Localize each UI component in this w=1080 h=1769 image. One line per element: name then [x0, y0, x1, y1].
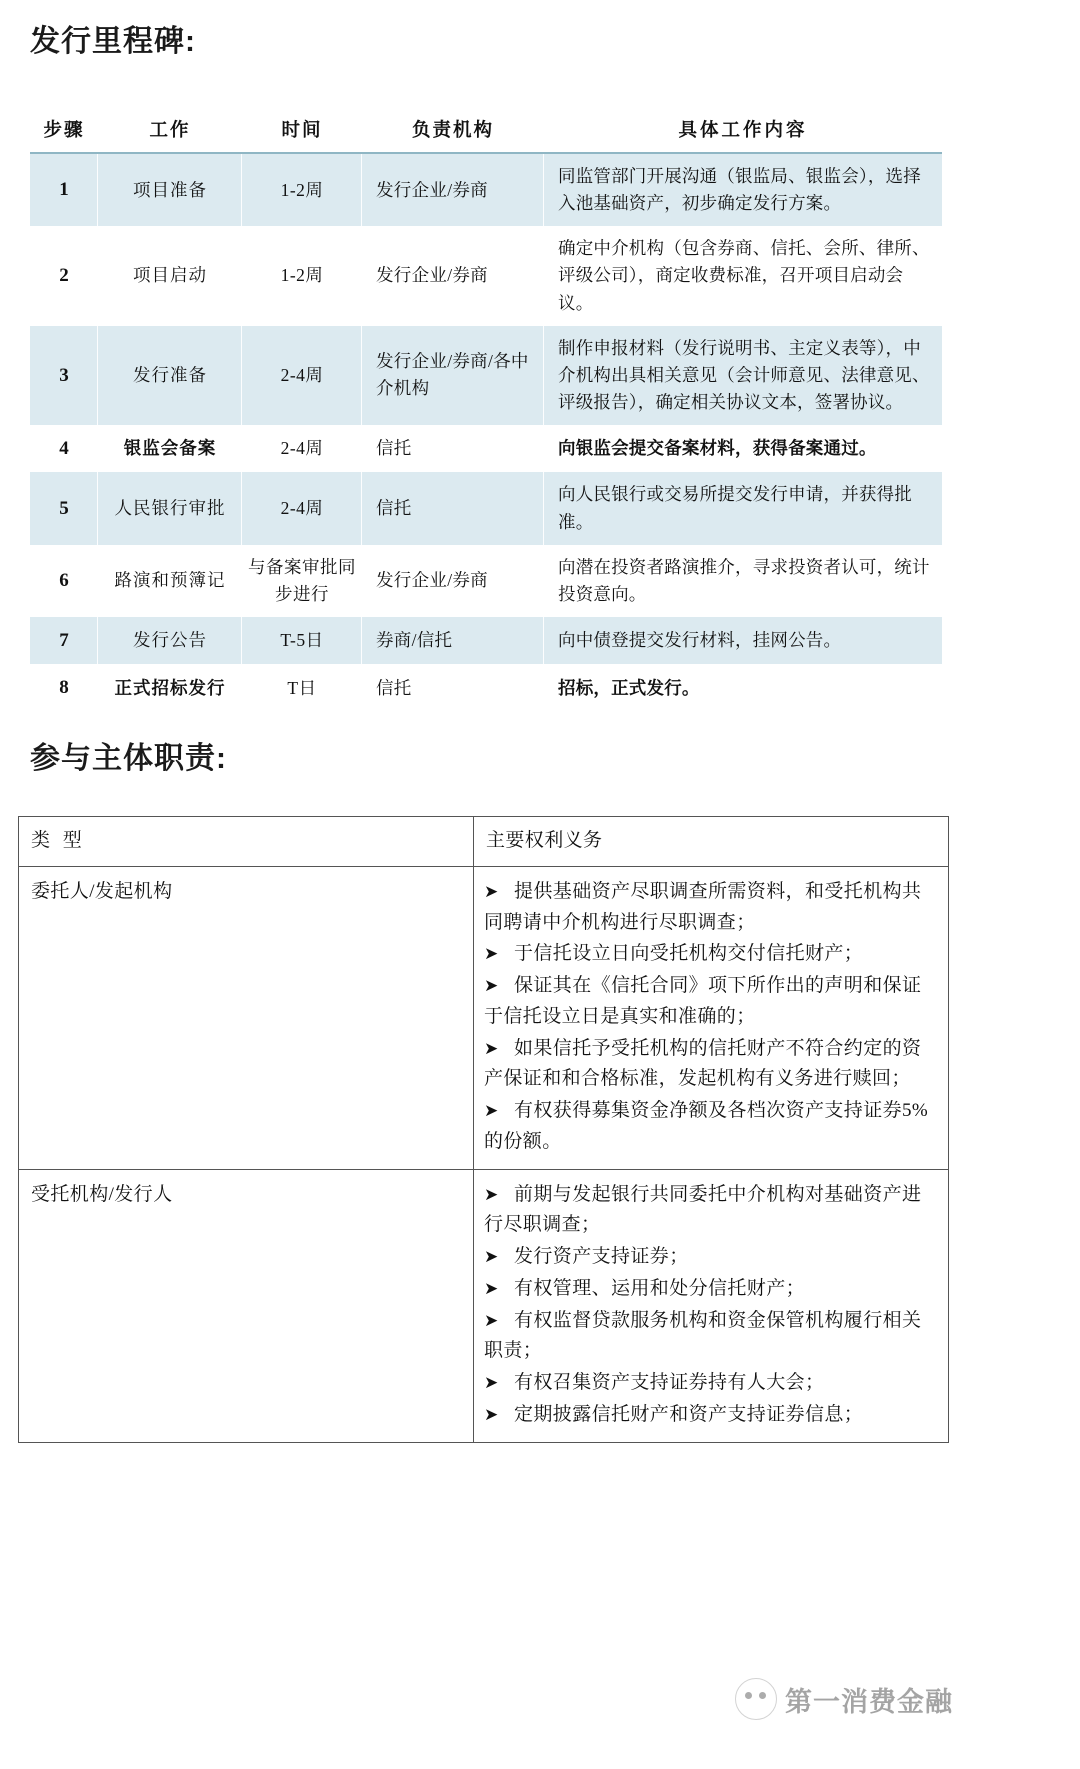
- list-item: ➤ 前期与发起银行共同委托中介机构对基础资产进行尽职调查；: [484, 1180, 936, 1242]
- cell-work: 发行准备: [98, 326, 242, 425]
- cell-step: 4: [30, 425, 98, 472]
- wechat-account-logo-icon: [735, 1678, 777, 1720]
- cell-detail: 向人民银行或交易所提交发行申请，并获得批准。: [544, 472, 942, 544]
- list-item: ➤ 提供基础资产尽职调查所需资料，和受托机构共同聘请中介机构进行尽职调查；: [484, 877, 936, 939]
- arrow-bullet-icon: ➤: [484, 1373, 499, 1393]
- cell-step: 5: [30, 472, 98, 544]
- table-row: [30, 326, 942, 425]
- table-row: [19, 866, 949, 1169]
- cell-time: T日: [242, 664, 362, 711]
- cell-party-type: 受托机构/发行人: [19, 1169, 474, 1442]
- table-header-row: [19, 817, 949, 867]
- cell-work: 正式招标发行: [98, 664, 242, 711]
- cell-step: 8: [30, 664, 98, 711]
- list-item: ➤ 定期披露信托财产和资产支持证券信息；: [484, 1400, 936, 1431]
- cell-work: 项目启动: [98, 226, 242, 325]
- list-item: ➤ 保证其在《信托合同》项下所作出的声明和保证于信托设立日是真实和准确的；: [484, 971, 936, 1033]
- column-header-type: 类 型: [19, 817, 474, 867]
- cell-detail: 确定中介机构（包含券商、信托、会所、律所、评级公司），商定收费标准，召开项目启动会议。: [544, 226, 942, 325]
- cell-org: 发行企业/券商/各中介机构: [362, 326, 544, 425]
- cell-step: 7: [30, 617, 98, 664]
- cell-party-type: 委托人/发起机构: [19, 866, 474, 1169]
- arrow-bullet-icon: ➤: [484, 1310, 499, 1330]
- arrow-bullet-icon: ➤: [484, 976, 499, 996]
- duties-table-body: [19, 866, 949, 1442]
- column-header-duty: 主要权利义务: [474, 817, 949, 867]
- milestone-table-body: [30, 153, 942, 712]
- list-item: ➤ 发行资产支持证券；: [484, 1242, 936, 1273]
- cell-detail: 向潜在投资者路演推介，寻求投资者认可，统计投资意向。: [544, 545, 942, 617]
- duties-table-head: [19, 817, 949, 867]
- cell-work: 项目准备: [98, 153, 242, 226]
- list-item: ➤ 如果信托予受托机构的信托财产不符合约定的资产保证和和合格标准，发起机构有义务进行赎回；: [484, 1034, 936, 1096]
- arrow-bullet-icon: ➤: [484, 881, 499, 901]
- cell-org: 发行企业/券商: [362, 545, 544, 617]
- list-item: ➤ 有权监督贷款服务机构和资金保管机构履行相关职责；: [484, 1306, 936, 1368]
- arrow-bullet-icon: ➤: [484, 1405, 499, 1425]
- table-row: [19, 1169, 949, 1442]
- arrow-bullet-icon: ➤: [484, 944, 499, 964]
- cell-time: 1-2周: [242, 153, 362, 226]
- column-header-step: 步骤: [30, 110, 98, 153]
- column-header-org: 负责机构: [362, 110, 544, 153]
- cell-time: 2-4周: [242, 472, 362, 544]
- table-row: [30, 664, 942, 711]
- cell-duty-list: [474, 1169, 949, 1442]
- cell-time: 2-4周: [242, 425, 362, 472]
- cell-time: 与备案审批同步进行: [242, 545, 362, 617]
- column-header-detail: 具体工作内容: [544, 110, 942, 153]
- list-item: ➤ 有权管理、运用和处分信托财产；: [484, 1274, 936, 1305]
- table-row: [30, 425, 942, 472]
- table-row: [30, 153, 942, 226]
- arrow-bullet-icon: ➤: [484, 1184, 499, 1204]
- cell-time: 1-2周: [242, 226, 362, 325]
- page-title-milestone: 发行里程碑:: [30, 25, 196, 58]
- cell-org: 信托: [362, 664, 544, 711]
- watermark: [735, 1678, 953, 1720]
- duties-table: [18, 816, 949, 1443]
- cell-detail: 招标，正式发行。: [544, 664, 942, 711]
- cell-work: 发行公告: [98, 617, 242, 664]
- cell-work: 路演和预簿记: [98, 545, 242, 617]
- arrow-bullet-icon: ➤: [484, 1247, 499, 1267]
- cell-org: 券商/信托: [362, 617, 544, 664]
- page-title-duties: 参与主体职责:: [30, 742, 227, 775]
- cell-step: 2: [30, 226, 98, 325]
- column-header-work: 工作: [98, 110, 242, 153]
- cell-org: 信托: [362, 472, 544, 544]
- cell-org: 发行企业/券商: [362, 226, 544, 325]
- cell-detail: 同监管部门开展沟通（银监局、银监会），选择入池基础资产，初步确定发行方案。: [544, 153, 942, 226]
- cell-step: 6: [30, 545, 98, 617]
- arrow-bullet-icon: ➤: [484, 1101, 499, 1121]
- table-header-row: [30, 110, 942, 153]
- table-row: [30, 617, 942, 664]
- milestone-table-head: [30, 110, 942, 153]
- cell-detail: 制作申报材料（发行说明书、主定义表等），中介机构出具相关意见（会计师意见、法律意见、评级报告），确定相关协议文本，签署协议。: [544, 326, 942, 425]
- cell-detail: 向银监会提交备案材料，获得备案通过。: [544, 425, 942, 472]
- table-row: [30, 472, 942, 544]
- list-item: ➤ 有权获得募集资金净额及各档次资产支持证券5%的份额。: [484, 1096, 936, 1158]
- table-row: [30, 226, 942, 325]
- arrow-bullet-icon: ➤: [484, 1038, 499, 1058]
- milestone-table: [30, 110, 942, 712]
- cell-work: 人民银行审批: [98, 472, 242, 544]
- cell-duty-list: [474, 866, 949, 1169]
- cell-org: 发行企业/券商: [362, 153, 544, 226]
- cell-time: 2-4周: [242, 326, 362, 425]
- cell-org: 信托: [362, 425, 544, 472]
- column-header-time: 时间: [242, 110, 362, 153]
- cell-step: 3: [30, 326, 98, 425]
- arrow-bullet-icon: ➤: [484, 1278, 499, 1298]
- cell-time: T-5日: [242, 617, 362, 664]
- list-item: ➤ 有权召集资产支持证券持有人大会；: [484, 1368, 936, 1399]
- cell-work: 银监会备案: [98, 425, 242, 472]
- list-item: ➤ 于信托设立日向受托机构交付信托财产；: [484, 939, 936, 970]
- table-row: [30, 545, 942, 617]
- watermark-text: 第一消费金融: [785, 1686, 953, 1717]
- cell-detail: 向中债登提交发行材料，挂网公告。: [544, 617, 942, 664]
- cell-step: 1: [30, 153, 98, 226]
